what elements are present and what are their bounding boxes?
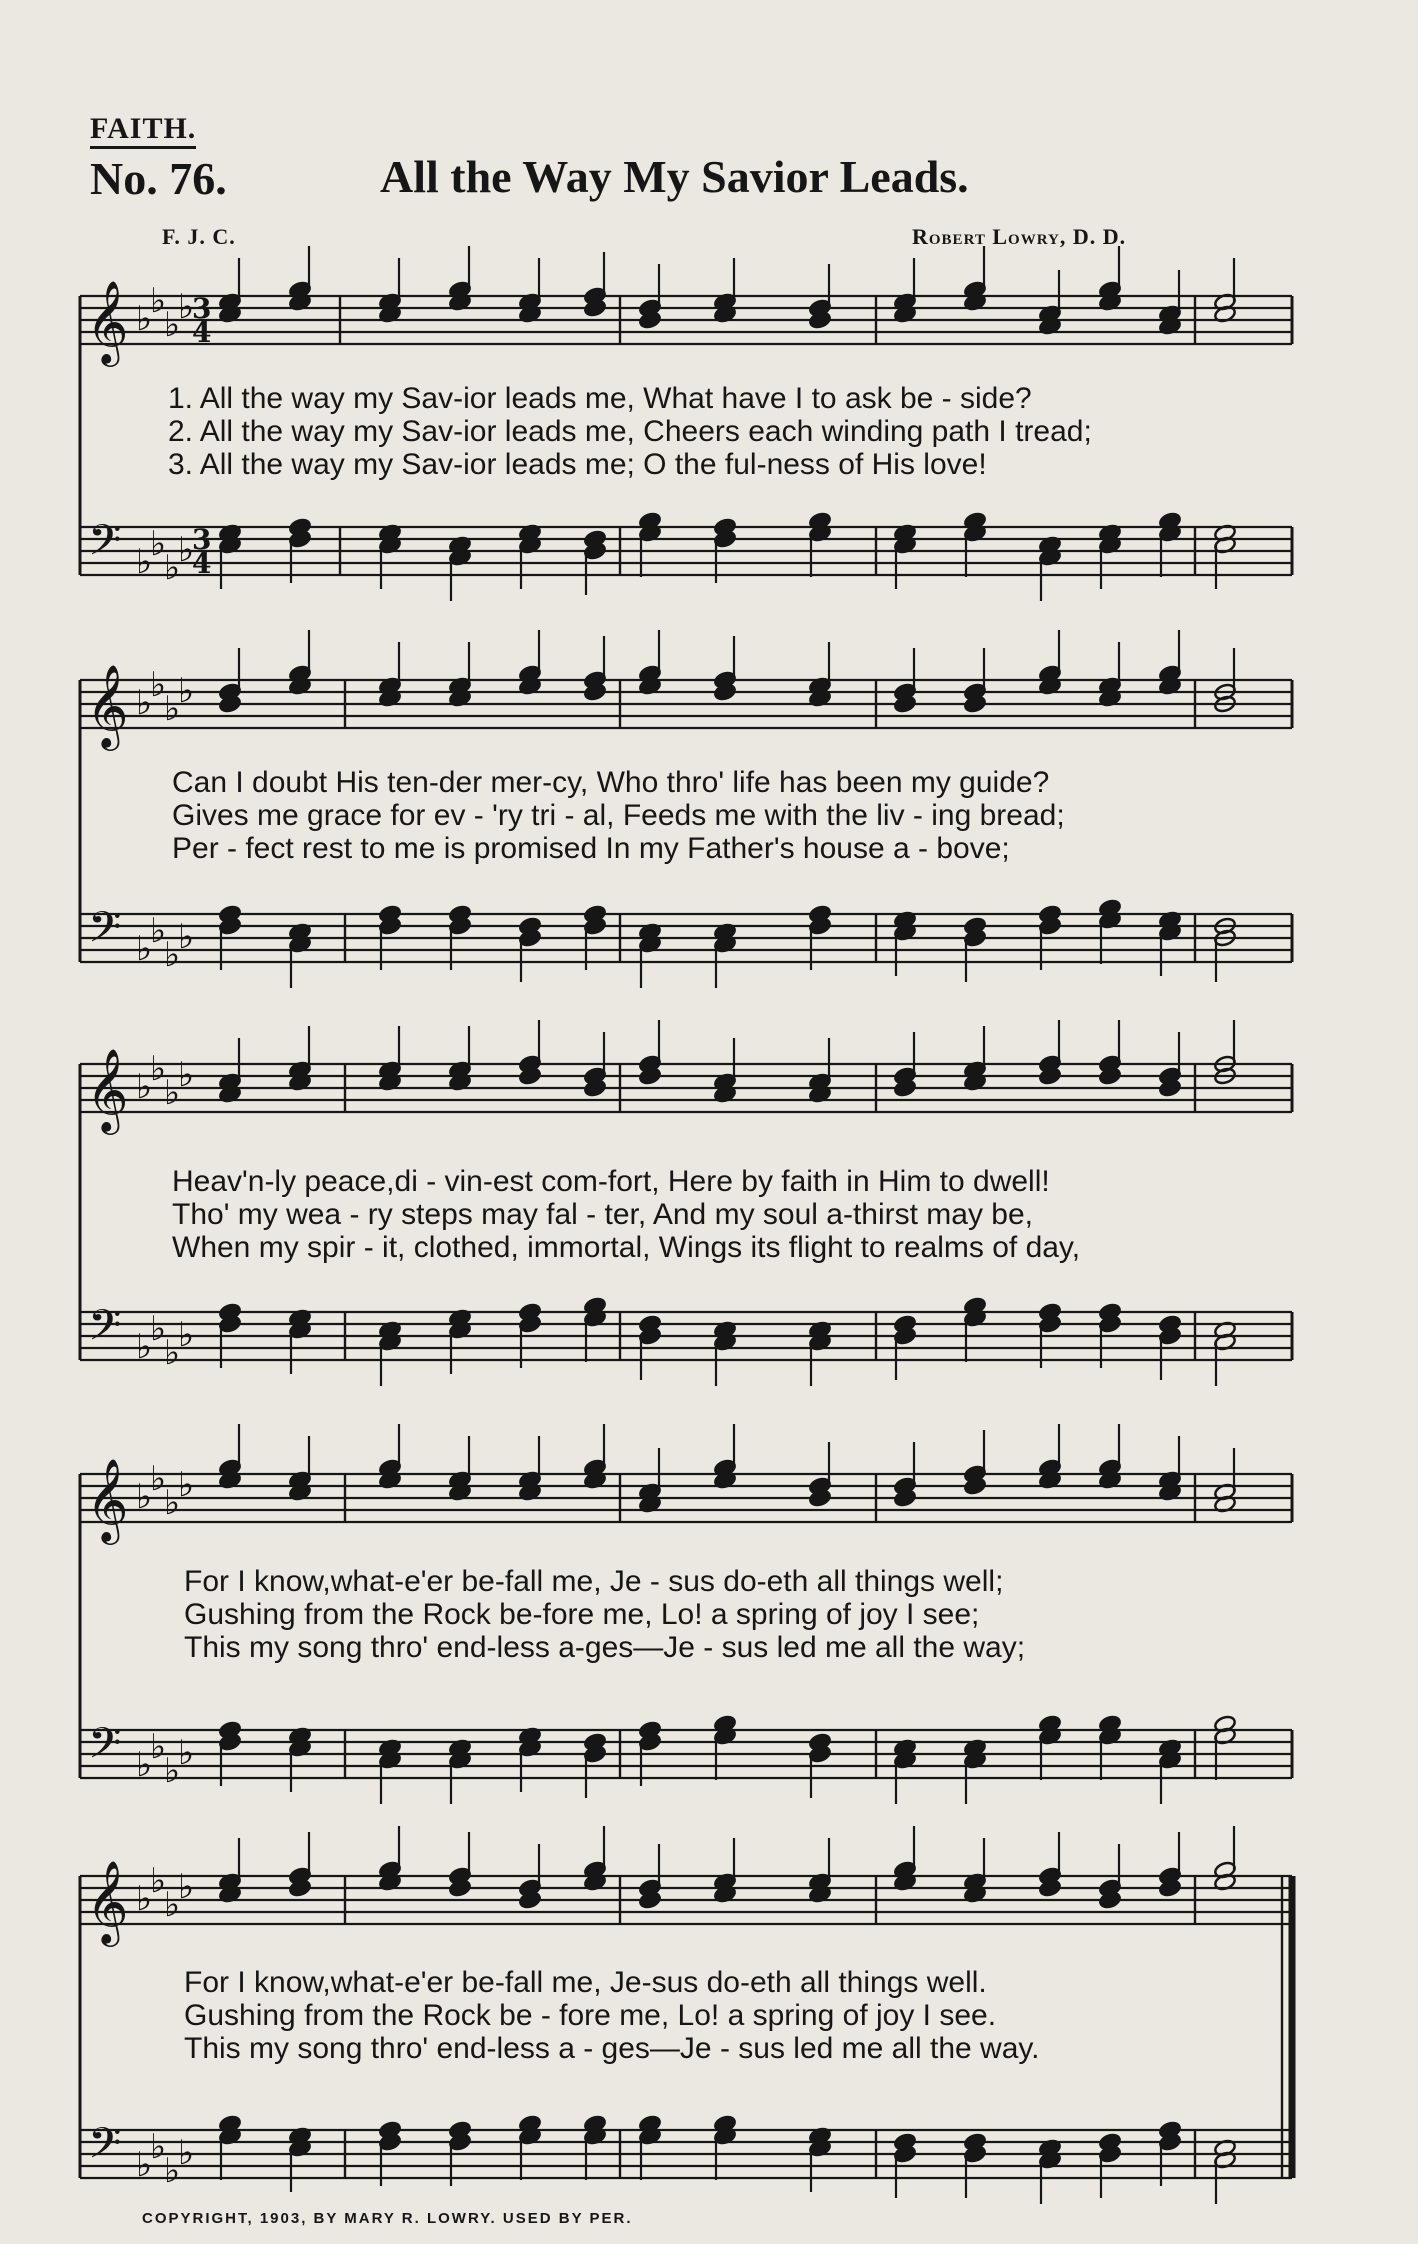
treble-clef-icon: 𝄞 [86,1047,129,1131]
flat-sign: ♭ [150,1459,167,1499]
flat-sign: ♭ [150,1309,167,1349]
bass-clef-icon: 𝄢 [88,1719,122,1779]
treble-clef-icon: 𝄞 [86,279,129,363]
flat-sign: ♭ [178,530,195,570]
system-3-verse-2: Tho' my wea - ry steps may fal - ter, And my soul a-thirst may be, [172,1198,1034,1231]
flat-sign: ♭ [150,1049,167,1089]
bass-clef-icon: 𝄢 [88,2119,122,2179]
flat-sign: ♭ [178,2133,195,2173]
flat-sign: ♭ [150,2127,167,2167]
system-4-verse-2: Gushing from the Rock be-fore me, Lo! a spring of joy I see; [184,1598,980,1631]
flat-sign: ♭ [178,917,195,957]
flat-sign: ♭ [178,671,195,711]
system-2-verse-2: Gives me grace for ev - 'ry tri - al, Feeds me with the liv - ing bread; [172,799,1065,832]
hymn-title: All the Way My Savior Leads. [380,151,969,202]
flat-sign: ♭ [136,1477,153,1517]
system-1-verse-3: 3. All the way my Sav-ior leads me; O the ful-ness of His love! [168,448,987,481]
flat-sign: ♭ [164,1885,181,1925]
flat-sign: ♭ [164,2151,181,2191]
system-1-verse-2: 2. All the way my Sav-ior leads me, Cheers each winding path I tread; [168,415,1092,448]
flat-sign: ♭ [150,524,167,564]
flat-sign: ♭ [136,1879,153,1919]
treble-clef-icon: 𝄞 [86,663,129,747]
system-1-verse-1: 1. All the way my Sav-ior leads me, What have I to ask be - side? [168,382,1032,415]
system-3-verse-1: Heav'n-ly peace,di - vin-est com-fort, Here by faith in Him to dwell! [172,1165,1050,1198]
flat-sign: ♭ [136,1745,153,1785]
system-2-verse-3: Per - fect rest to me is promised In my Father's house a - bove; [172,832,1010,865]
flat-sign: ♭ [136,1067,153,1107]
flat-sign: ♭ [178,1733,195,1773]
lyricist-credit: F. J. C. [162,224,236,249]
treble-clef-icon: 𝄞 [86,1457,129,1541]
system-3-verse-3: When my spir - it, clothed, immortal, Wings its flight to realms of day, [172,1231,1081,1264]
flat-sign: ♭ [164,548,181,588]
system-2-verse-1: Can I doubt His ten-der mer-cy, Who thro' life has been my guide? [172,766,1050,799]
flat-sign: ♭ [164,305,181,345]
system-4-verse-3: This my song thro' end-less a-ges—Je - sus led me all the way; [184,1631,1026,1664]
flat-sign: ♭ [150,1727,167,1767]
flat-sign: ♭ [178,1465,195,1505]
treble-clef-icon: 𝄞 [86,1859,129,1943]
flat-sign: ♭ [178,1315,195,1355]
category-label: FAITH. [90,112,196,149]
copyright-notice: COPYRIGHT, 1903, BY MARY R. LOWRY. USED BY PER. [142,2210,633,2227]
flat-sign: ♭ [136,683,153,723]
system-5-verse-3: This my song thro' end-less a - ges—Je - sus led me all the way. [184,2032,1040,2065]
flat-sign: ♭ [178,1867,195,1907]
flat-sign: ♭ [178,1055,195,1095]
flat-sign: ♭ [178,287,195,327]
flat-sign: ♭ [150,1861,167,1901]
system-4-verse-1: For I know,what-e'er be-fall me, Je - sus do-eth all things well; [184,1565,1004,1598]
flat-sign: ♭ [150,665,167,705]
flat-sign: ♭ [164,1751,181,1791]
flat-sign: ♭ [136,299,153,339]
flat-sign: ♭ [164,1333,181,1373]
flat-sign: ♭ [136,542,153,582]
time-signature-bottom: 4 [192,316,212,349]
flat-sign: ♭ [164,689,181,729]
flat-sign: ♭ [150,281,167,321]
hymn-number: No. 76. [90,153,227,204]
system-5-verse-1: For I know,what-e'er be-fall me, Je-sus do-eth all things well. [184,1966,987,1999]
flat-sign: ♭ [164,935,181,975]
composer-credit: Robert Lowry, D. D. [912,224,1127,249]
time-signature-top: 3 [192,292,212,325]
flat-sign: ♭ [136,929,153,969]
bass-clef-icon: 𝄢 [88,1301,122,1361]
flat-sign: ♭ [136,1327,153,1367]
system-5-verse-2: Gushing from the Rock be - fore me, Lo! a spring of joy I see. [184,1999,997,2032]
time-signature-bottom: 4 [192,547,212,580]
bass-clef-icon: 𝄢 [88,903,122,963]
time-signature-top: 3 [192,523,212,556]
flat-sign: ♭ [136,2145,153,2185]
flat-sign: ♭ [164,1073,181,1113]
flat-sign: ♭ [150,911,167,951]
flat-sign: ♭ [164,1483,181,1523]
bass-clef-icon: 𝄢 [88,516,122,576]
